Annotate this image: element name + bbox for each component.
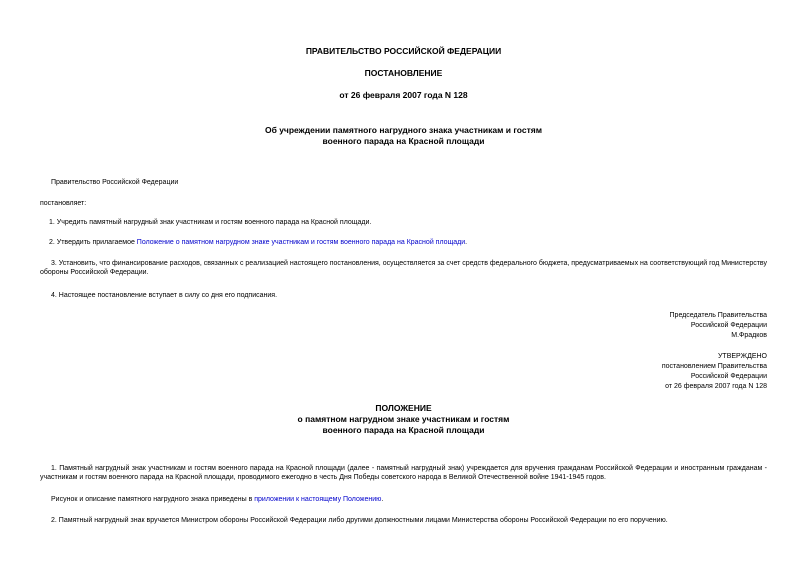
approval-title: УТВЕРЖДЕНО — [717, 353, 767, 360]
paragraph-2 — [49, 238, 467, 247]
figure-paragraph-prefix: Рисунок и описание памятного нагрудного знака приведены в — [51, 496, 255, 503]
approval-organization: Российской Федерации — [690, 373, 767, 380]
approval-date: от 26 февраля 2007 года N 128 — [665, 383, 767, 390]
regulation-link[interactable]: Положение о памятном нагрудном знаке участникам и гостям военного парада на Красной площади — [136, 239, 466, 246]
paragraph-2-prefix: 2. Утвердить прилагаемое — [49, 239, 137, 246]
document-title-line-1: Об учреждении памятного нагрудного знака участникам и гостям — [264, 125, 542, 135]
regulation-heading: ПОЛОЖЕНИЕ — [375, 403, 432, 413]
intro-text: Правительство Российской Федерации — [51, 179, 179, 186]
decides-text: постановляет: — [40, 200, 87, 207]
regulation-paragraph-2: 2. Памятный нагрудный знак вручается Министром обороны Российской Федерации либо другими должностными лицами Министерства обороны Российской Федерации по его поручению. — [51, 517, 668, 524]
regulation-subtitle-line-1: о памятном нагрудном знаке участникам и гостям — [297, 414, 510, 424]
document-title-line-2: военного парада на Красной площади — [322, 136, 485, 146]
paragraph-4: 4. Настоящее постановление вступает в силу со дня его подписания. — [51, 292, 278, 299]
paragraph-1: 1. Учредить памятный нагрудный знак участникам и гостям военного парада на Красной площади. — [49, 219, 372, 226]
regulation-subtitle-line-2: военного парада на Красной площади — [322, 425, 485, 435]
appendix-link[interactable]: приложении к настоящему Положению — [254, 496, 382, 503]
document-date-number: от 26 февраля 2007 года N 128 — [339, 90, 468, 100]
paragraph-2-suffix: . — [465, 239, 468, 246]
signature-organization: Российской Федерации — [690, 322, 767, 329]
approval-by: постановлением Правительства — [661, 363, 767, 370]
regulation-figure-paragraph — [51, 495, 383, 504]
document-type: ПОСТАНОВЛЕНИЕ — [364, 68, 443, 78]
signature-position: Председатель Правительства — [669, 312, 767, 319]
signature-name: М.Фрадков — [731, 332, 767, 339]
regulation-paragraph-1: 1. Памятный нагрудный знак участникам и гостям военного парада на Красной площади (далее - памятный нагрудный знак) учреждается для вручения гражданам Российской Федерации и иностранным гражданам - участникам и гостям военного парада на Красной площади, проводимого ежегодно в честь Дня Победы советского народа в Великой Отечественной войне 1941-1945 годов. — [40, 465, 767, 481]
paragraph-3: 3. Установить, что финансирование расходов, связанных с реализацией настоящего постановления, осуществляется за счет средств федерального бюджета, предусматриваемых на соответствующий год Министерству обороны Российской Федерации. — [40, 260, 767, 276]
government-name: ПРАВИТЕЛЬСТВО РОССИЙСКОЙ ФЕДЕРАЦИИ — [305, 46, 502, 56]
figure-paragraph-suffix: . — [381, 496, 384, 503]
